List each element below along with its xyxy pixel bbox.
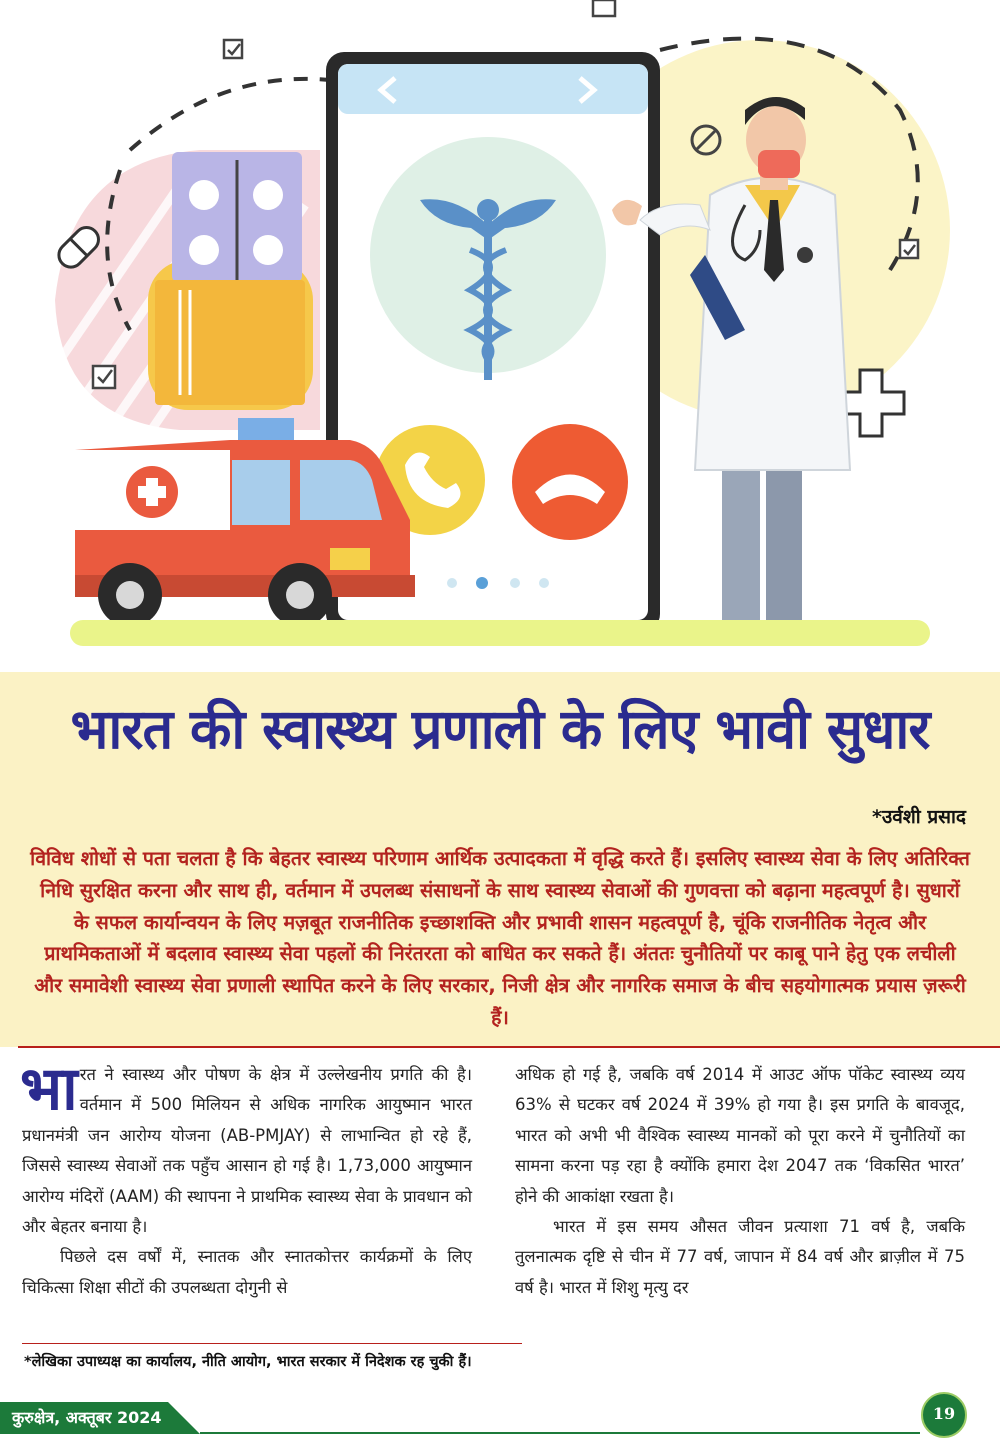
- pill-blister: [148, 152, 313, 410]
- hero-illustration: [0, 0, 1000, 672]
- paragraph-2: पिछले दस वर्षों में, स्नातक और स्नातकोत्तर कार्यक्रमों के लिए चिकित्सा शिक्षा सीटों की उपलब्धता दोगुनी से: [22, 1247, 472, 1297]
- paragraph-3: अधिक हो गई है, जबकि वर्ष 2014 में आउट ऑफ पॉकेट स्वास्थ्य व्यय 63% से घटकर वर्ष 2024 में 39% हो गया है। इस प्रगति के बावजूद, भारत को अभी भी वैश्विक स्वास्थ्य मानकों को पूरा करने में चुनौतियों का सामना करना पड़ रहा है क्योंकि हमारा देश 2047 तक ‘विकसित भारत’ होने की आकांक्षा रखता है।: [515, 1065, 965, 1206]
- drop-cap: भा: [20, 1054, 78, 1124]
- page-number: 19: [932, 1404, 956, 1423]
- paragraph-1: रत ने स्वास्थ्य और पोषण के क्षेत्र में उल्लेखनीय प्रगति की है। वर्तमान में 500 मिलियन से अधिक नागरिक आयुष्मान भारत प्रधानमंत्री जन आरोग्य योजना (AB-PMJAY) से लाभान्वित हो रहे हैं, जिससे स्वास्थ्य सेवाओं तक पहुँच आसान हो गई है। 1,73,000 आयुष्मान आरोग्य मंदिरों (AAM) की स्थापना ने प्राथमिक स्वास्थ्य सेवा के प्रावधान को और बेहतर बनाया है।: [22, 1065, 472, 1237]
- body-column-left: [20, 1054, 472, 1303]
- ambulance: [75, 418, 415, 627]
- footnote-divider: [22, 1343, 522, 1344]
- body-column-right: [515, 1060, 965, 1303]
- magazine-issue: कुरुक्षेत्र, अक्तूबर 2024: [12, 1408, 162, 1427]
- paragraph-4: भारत में इस समय औसत जीवन प्रत्याशा 71 वर्ष है, जबकि तुलनात्मक दृष्टि से चीन में 77 वर्ष, जापान में 84 वर्ष और ब्राज़ील में 75 वर्ष है। भारत में शिशु मृत्यु दर: [515, 1217, 965, 1297]
- author-footnote: *लेखिका उपाध्यक्ष का कार्यालय, नीति आयोग, भारत सरकार में निदेशक रह चुकी हैं।: [24, 1354, 472, 1370]
- author-name: *उर्वशी प्रसाद: [871, 806, 966, 828]
- ground-strip: [70, 620, 930, 646]
- article-title: भारत की स्वास्थ्य प्रणाली के लिए भावी सुधार: [70, 697, 930, 761]
- article-abstract: विविध शोधों से पता चलता है कि बेहतर स्वास्थ्य परिणाम आर्थिक उत्पादकता में वृद्धि करते हैं। इसलिए स्वास्थ्य सेवा के लिए अतिरिक्त निधि सुरक्षित करना और साथ ही, वर्तमान में उपलब्ध संसाधनों के साथ स्वास्थ्य सेवाओं की गुणवत्ता को बढ़ाना महत्वपूर्ण है। सुधारों के सफल कार्यान्वयन के लिए मज़बूत राजनीतिक इच्छाशक्ति और प्रभावी शासन महत्वपूर्ण है, चूंकि राजनीतिक नेतृत्व और प्राथमिकताओं में बदलाव स्वास्थ्य सेवा पहलों की निरंतरता को बाधित कर सकते हैं। अंततः चुनौतियों पर काबू पाने हेतु एक लचीली और समावेशी स्वास्थ्य सेवा प्रणाली स्थापित करने के लिए सरकार, निजी क्षेत्र और नागरिक समाज के बीच सहयोगात्मक प्रयास ज़रूरी हैं।: [30, 847, 970, 1029]
- section-divider: [18, 1046, 1000, 1048]
- footer-line: [200, 1432, 920, 1434]
